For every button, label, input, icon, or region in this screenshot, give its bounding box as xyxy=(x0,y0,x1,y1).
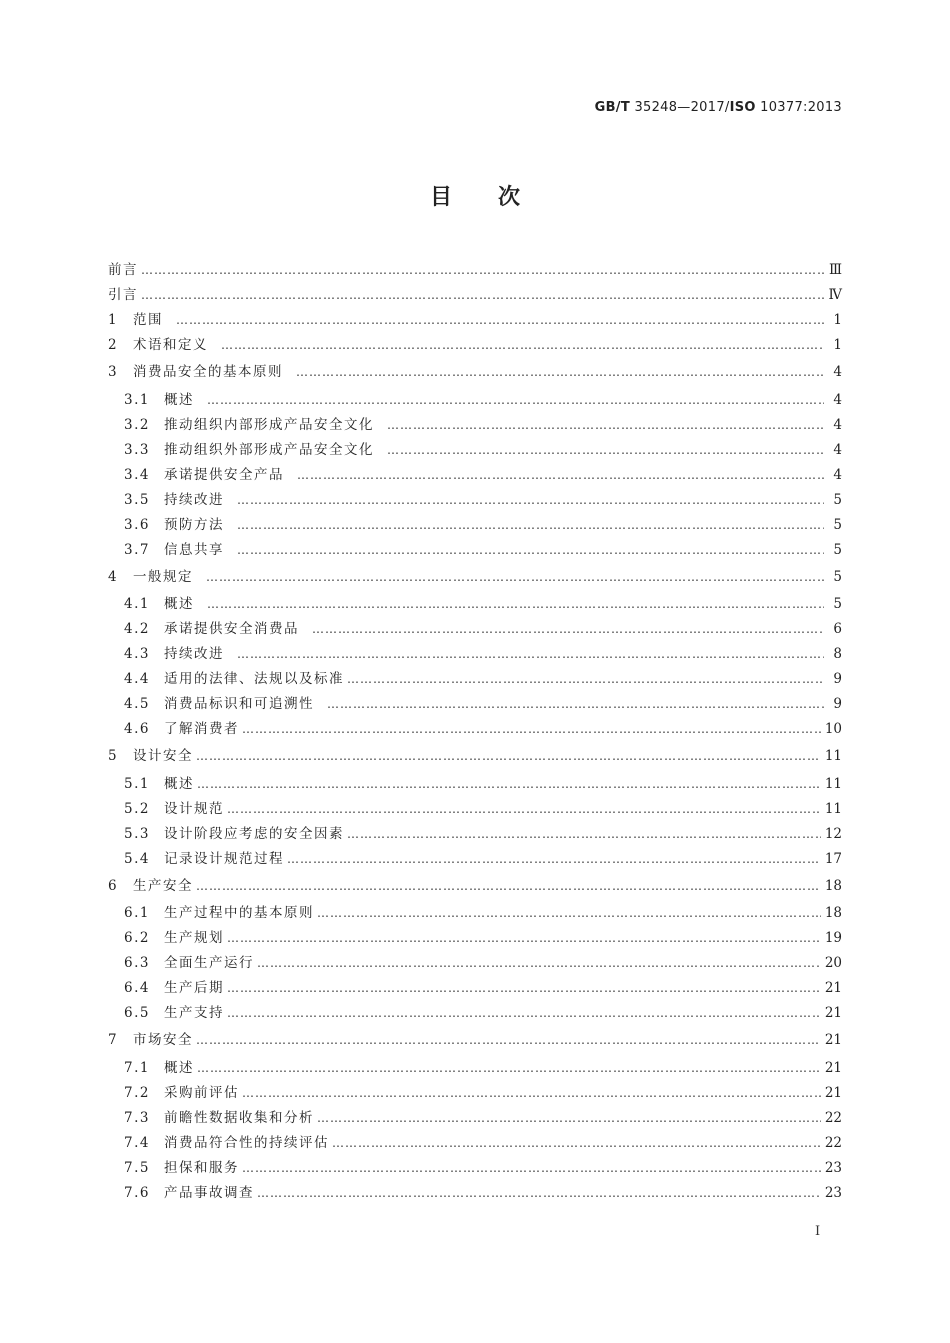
dot-leader xyxy=(221,333,824,358)
toc-entry-page: 22 xyxy=(824,1109,842,1126)
toc-entry[interactable] xyxy=(108,563,842,593)
dot-leader xyxy=(196,1026,821,1056)
toc-entry-number: 3.2 xyxy=(124,416,150,433)
dot-leader xyxy=(242,1156,821,1181)
toc-entry-page: 4 xyxy=(833,441,842,458)
toc-entry[interactable] xyxy=(108,1026,842,1056)
toc-entry-page: 10 xyxy=(824,721,842,737)
toc-entry-page: 21 xyxy=(824,1005,842,1021)
toc-entry[interactable] xyxy=(108,358,842,388)
toc-entry-page: 8 xyxy=(833,646,842,662)
toc-entry-page: 11 xyxy=(824,775,842,792)
toc-entry-title: 生产后期 xyxy=(164,980,224,996)
dot-leader xyxy=(327,692,824,717)
dot-leader xyxy=(257,951,821,976)
toc-entry-page: 22 xyxy=(824,1134,842,1151)
toc-entry-title: 设计阶段应考虑的安全因素 xyxy=(164,825,344,842)
standard-prefix: GB/T xyxy=(594,100,631,115)
toc-entry[interactable] xyxy=(108,617,842,642)
page-title: 目次 xyxy=(429,185,566,210)
dot-leader xyxy=(242,1081,821,1106)
toc-entry-page: 4 xyxy=(833,391,842,408)
toc-entry-title: 推动组织外部形成产品安全文化 xyxy=(164,441,374,458)
toc-entry[interactable] xyxy=(108,847,842,872)
toc-entry[interactable] xyxy=(108,872,842,902)
toc-entry[interactable] xyxy=(108,333,842,358)
toc-entry-title: 概述 xyxy=(164,775,194,792)
toc-entry-number: 4.6 xyxy=(124,721,150,737)
standard-code: 35248—2017/ xyxy=(630,100,730,115)
dot-leader xyxy=(237,642,824,667)
dot-leader xyxy=(387,413,824,438)
iso-label: ISO xyxy=(729,100,756,115)
toc-entry-page: 4 xyxy=(833,466,842,483)
toc-entry-title: 持续改进 xyxy=(164,491,224,508)
toc-entry[interactable] xyxy=(108,438,842,463)
dot-leader xyxy=(257,1181,821,1206)
toc-entry[interactable] xyxy=(108,258,842,283)
toc-entry-number: 5.2 xyxy=(124,800,150,817)
toc-entry[interactable] xyxy=(108,717,842,742)
page-number: Ⅰ xyxy=(815,1224,821,1239)
toc-entry[interactable] xyxy=(108,901,842,926)
toc-entry[interactable] xyxy=(108,772,842,797)
toc-entry-number: 1 xyxy=(108,312,119,328)
toc-entry[interactable] xyxy=(108,538,842,563)
toc-entry[interactable] xyxy=(108,592,842,617)
toc-entry-number: 7.6 xyxy=(124,1184,150,1201)
toc-entry-page: 17 xyxy=(824,850,842,867)
toc-entry-title: 适用的法律、法规以及标准 xyxy=(164,671,344,687)
dot-leader xyxy=(347,822,821,847)
toc-entry-title: 市场安全 xyxy=(133,1032,193,1048)
toc-entry[interactable] xyxy=(108,513,842,538)
toc-entry[interactable] xyxy=(108,692,842,717)
dot-leader xyxy=(317,1106,821,1131)
iso-code: 10377:2013 xyxy=(755,100,842,115)
toc-entry-title: 消费品安全的基本原则 xyxy=(133,364,283,380)
dot-leader xyxy=(197,1056,821,1081)
toc-entry-title: 全面生产运行 xyxy=(164,955,254,971)
toc-entry-title: 持续改进 xyxy=(164,646,224,662)
toc-entry[interactable] xyxy=(108,1106,842,1131)
toc-entry-page: 21 xyxy=(824,1059,842,1076)
toc-entry-title: 概述 xyxy=(164,1059,194,1076)
toc-entry-number: 7.3 xyxy=(124,1109,150,1126)
toc-entry-page: Ⅲ xyxy=(828,262,842,278)
toc-entry-title: 消费品符合性的持续评估 xyxy=(164,1134,329,1151)
toc-entry-page: 21 xyxy=(824,980,842,996)
dot-leader xyxy=(141,283,824,308)
toc-entry-number: 6.3 xyxy=(124,955,150,971)
toc-entry-number: 4.4 xyxy=(124,671,150,687)
toc-entry[interactable] xyxy=(108,1181,842,1206)
toc-entry-page: 21 xyxy=(824,1084,842,1101)
toc-entry-page: 5 xyxy=(833,596,842,612)
toc-entry-page: 1 xyxy=(833,337,842,353)
toc-entry-title: 了解消费者 xyxy=(164,721,239,737)
dot-leader xyxy=(227,797,821,822)
toc-entry[interactable] xyxy=(108,667,842,692)
toc-entry-title: 生产支持 xyxy=(164,1005,224,1021)
toc-entry-title: 前瞻性数据收集和分析 xyxy=(164,1109,314,1126)
toc-entry-number: 4.5 xyxy=(124,696,150,712)
toc-entry-page: 12 xyxy=(824,825,842,842)
toc-entry-number: 3.1 xyxy=(124,391,150,408)
toc-entry-page: 19 xyxy=(824,930,842,946)
dot-leader xyxy=(227,926,821,951)
dot-leader xyxy=(237,488,824,513)
dot-leader xyxy=(207,592,824,617)
toc-entry-number: 3.6 xyxy=(124,516,150,533)
toc-entry-title: 术语和定义 xyxy=(133,337,208,353)
toc-entry-page: 4 xyxy=(833,364,842,380)
toc-entry-number: 5.3 xyxy=(124,825,150,842)
dot-leader xyxy=(227,1001,821,1026)
toc-entry-title: 信息共享 xyxy=(164,541,224,558)
dot-leader xyxy=(242,717,821,742)
toc-entry-title: 引言 xyxy=(108,287,138,303)
dot-leader xyxy=(387,438,824,463)
dot-leader xyxy=(297,463,824,488)
toc-entry[interactable] xyxy=(108,308,842,333)
toc-entry-page: 20 xyxy=(824,955,842,971)
dot-leader xyxy=(176,308,824,333)
toc-entry-number: 7.5 xyxy=(124,1159,150,1176)
toc-entry-number: 6 xyxy=(108,877,119,894)
toc-entry-title: 承诺提供安全消费品 xyxy=(164,621,299,637)
toc-entry-number: 3.7 xyxy=(124,541,150,558)
toc-entry[interactable] xyxy=(108,951,842,976)
toc-entry-page: 18 xyxy=(824,877,842,894)
toc-entry[interactable] xyxy=(108,642,842,667)
toc-entry-title: 采购前评估 xyxy=(164,1084,239,1101)
toc-entry-title: 生产规划 xyxy=(164,930,224,946)
toc-entry-page: 23 xyxy=(824,1184,842,1201)
toc-entry-title: 推动组织内部形成产品安全文化 xyxy=(164,416,374,433)
toc-entry-number: 2 xyxy=(108,337,119,353)
toc-entry[interactable] xyxy=(108,976,842,1001)
toc-entry[interactable] xyxy=(108,742,842,772)
toc-entry[interactable] xyxy=(108,463,842,488)
toc-entry-number: 5 xyxy=(108,748,119,764)
toc-entry-number: 6.2 xyxy=(124,930,150,946)
toc-entry-page: 5 xyxy=(833,491,842,508)
dot-leader xyxy=(312,617,824,642)
toc-entry-number: 6.1 xyxy=(124,905,150,921)
dot-leader xyxy=(237,538,824,563)
toc-entry-page: 6 xyxy=(833,621,842,637)
toc-entry-title: 前言 xyxy=(108,262,138,278)
toc-entry-title: 消费品标识和可追溯性 xyxy=(164,696,314,712)
toc-entry[interactable] xyxy=(108,1156,842,1181)
toc-entry-number: 3.3 xyxy=(124,441,150,458)
dot-leader xyxy=(317,901,821,926)
toc-entry-number: 6.5 xyxy=(124,1005,150,1021)
toc-entry-page: 5 xyxy=(833,541,842,558)
dot-leader xyxy=(141,258,824,283)
standard-code-header xyxy=(595,100,842,115)
toc-entry-title: 设计规范 xyxy=(164,800,224,817)
toc-entry-title: 产品事故调查 xyxy=(164,1184,254,1201)
toc-entry-number: 3 xyxy=(108,364,119,380)
toc-entry-number: 7.4 xyxy=(124,1134,150,1151)
dot-leader xyxy=(196,742,821,772)
toc-entry-page: 21 xyxy=(824,1032,842,1048)
toc-entry-page: 11 xyxy=(824,800,842,817)
toc-entry-number: 7.2 xyxy=(124,1084,150,1101)
toc-entry-title: 生产安全 xyxy=(133,877,193,894)
dot-leader xyxy=(206,563,824,593)
toc-entry-number: 4.1 xyxy=(124,596,150,612)
toc-entry-number: 6.4 xyxy=(124,980,150,996)
toc-entry[interactable] xyxy=(108,388,842,413)
toc-entry-page: Ⅳ xyxy=(828,287,842,303)
dot-leader xyxy=(237,513,824,538)
toc-entry-page: 23 xyxy=(824,1159,842,1176)
toc-entry-title: 范围 xyxy=(133,312,163,328)
toc-entry-number: 7.1 xyxy=(124,1059,150,1076)
toc-entry[interactable] xyxy=(108,413,842,438)
toc-entry-number: 4 xyxy=(108,568,119,585)
dot-leader xyxy=(332,1131,821,1156)
toc-entry-page: 5 xyxy=(833,516,842,533)
toc-entry[interactable] xyxy=(108,283,842,308)
toc-entry[interactable] xyxy=(108,822,842,847)
dot-leader xyxy=(347,667,824,692)
toc-entry-page: 11 xyxy=(824,748,842,764)
dot-leader xyxy=(227,976,821,1001)
toc-entry[interactable] xyxy=(108,488,842,513)
toc-entry-title: 担保和服务 xyxy=(164,1159,239,1176)
toc-entry[interactable] xyxy=(108,1056,842,1081)
toc-entry-number: 4.3 xyxy=(124,646,150,662)
toc-entry-number: 3.4 xyxy=(124,466,150,483)
toc-entry-number: 7 xyxy=(108,1032,119,1048)
toc-entry-page: 4 xyxy=(833,416,842,433)
dot-leader xyxy=(296,358,824,388)
toc-entry-title: 一般规定 xyxy=(133,568,193,585)
toc-entry-number: 5.4 xyxy=(124,850,150,867)
dot-leader xyxy=(207,388,824,413)
toc-entry-page: 9 xyxy=(833,696,842,712)
toc-entry-title: 设计安全 xyxy=(133,748,193,764)
toc-entry-page: 9 xyxy=(833,671,842,687)
toc-entry-page: 18 xyxy=(824,905,842,921)
toc-entry-number: 4.2 xyxy=(124,621,150,637)
dot-leader xyxy=(287,847,821,872)
toc-entry-title: 概述 xyxy=(164,596,194,612)
toc-entry[interactable] xyxy=(108,1131,842,1156)
toc-entry-title: 概述 xyxy=(164,391,194,408)
toc-entry-number: 5.1 xyxy=(124,775,150,792)
toc-entry-page: 1 xyxy=(833,312,842,328)
toc-entry[interactable] xyxy=(108,1081,842,1106)
dot-leader xyxy=(197,772,821,797)
dot-leader xyxy=(196,872,821,902)
toc-entry-number: 3.5 xyxy=(124,491,150,508)
toc-entry[interactable] xyxy=(108,1001,842,1026)
toc-entry-title: 预防方法 xyxy=(164,516,224,533)
toc-entry-title: 记录设计规范过程 xyxy=(164,850,284,867)
toc-entry-title: 生产过程中的基本原则 xyxy=(164,905,314,921)
toc-entry[interactable] xyxy=(108,926,842,951)
toc-entry-page: 5 xyxy=(833,568,842,585)
toc-entry-title: 承诺提供安全产品 xyxy=(164,466,284,483)
toc-entry[interactable] xyxy=(108,797,842,822)
table-of-contents xyxy=(108,258,842,1206)
